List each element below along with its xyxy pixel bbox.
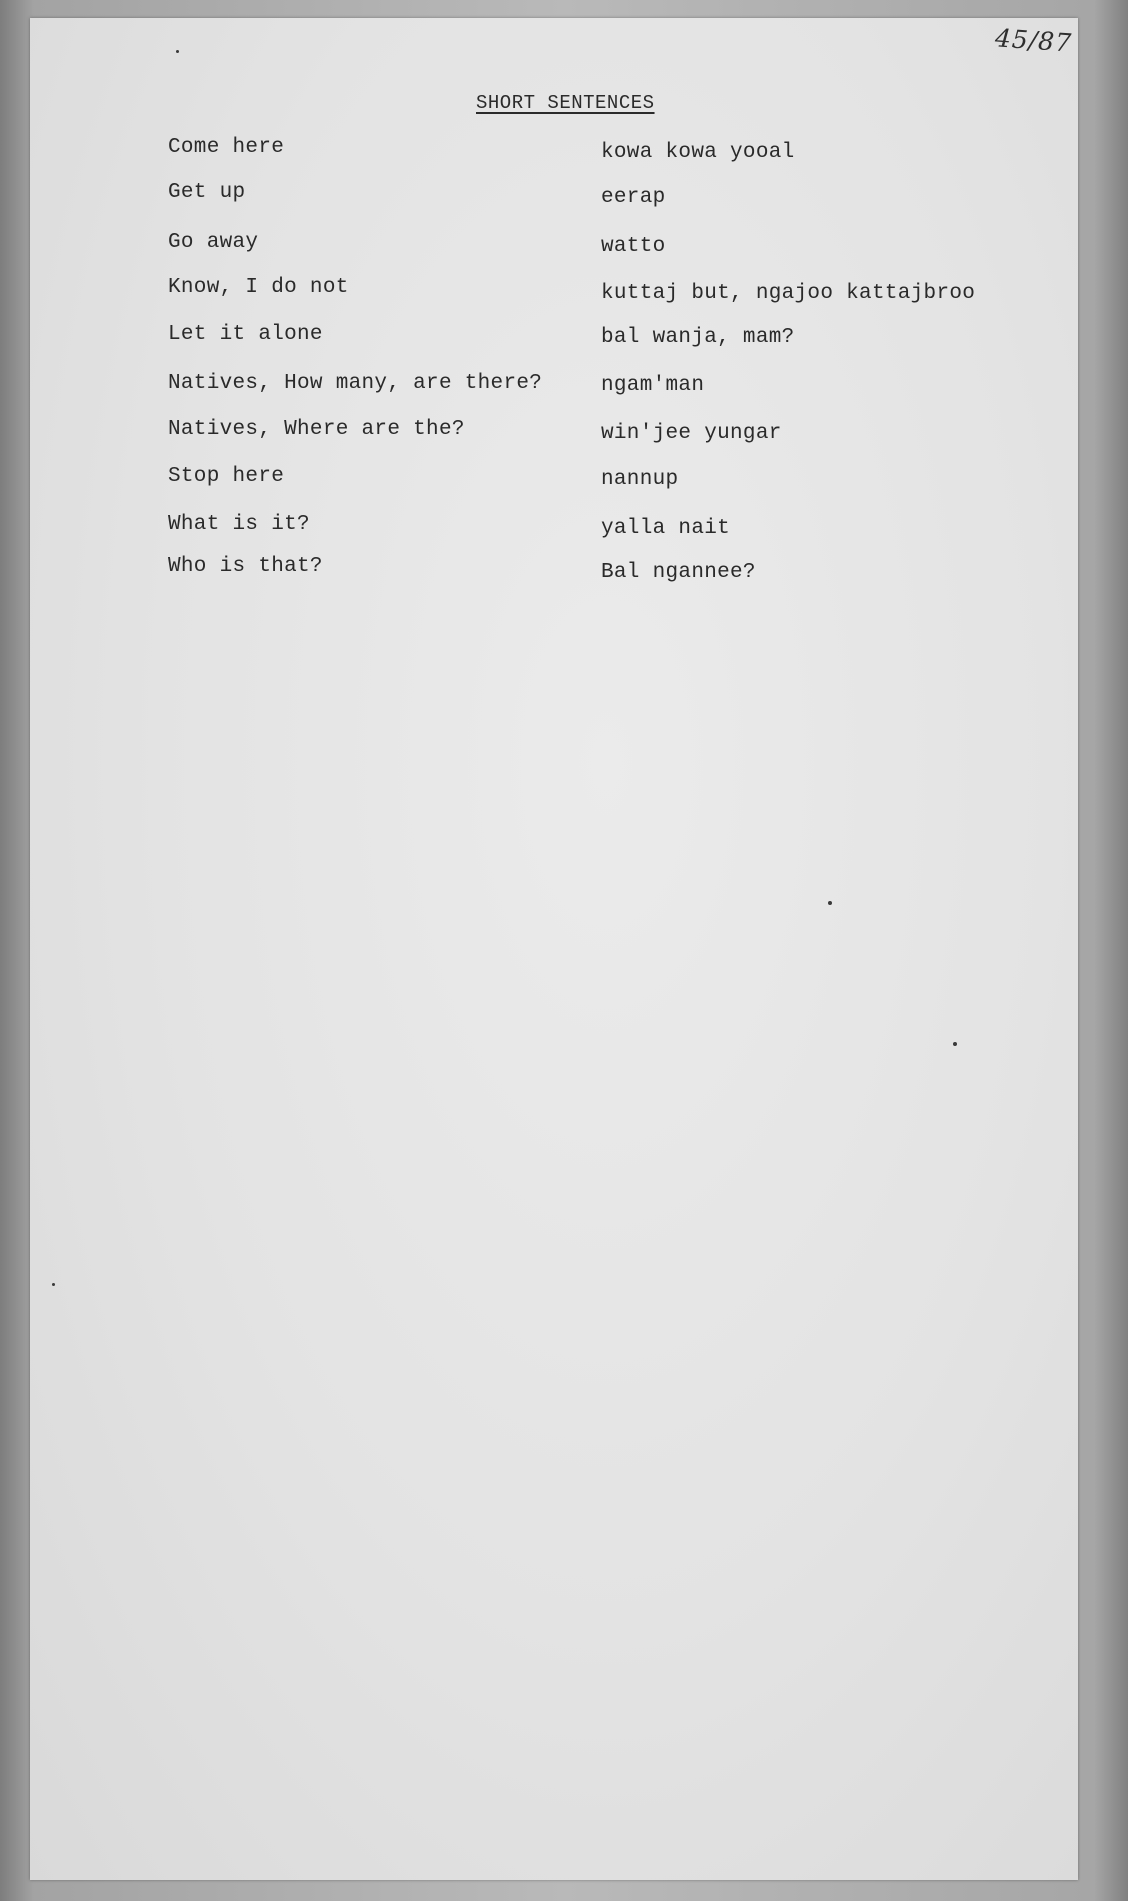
sentence-row [0, 555, 1128, 585]
paper-speck [953, 1042, 957, 1046]
folio-number: 45/87 [994, 23, 1073, 58]
paper-speck [828, 901, 832, 905]
sentence-row [0, 323, 1128, 353]
paper-speck [52, 1283, 55, 1286]
english-phrase: Let it alone [168, 323, 323, 346]
sentence-row [0, 276, 1128, 306]
english-phrase: Who is that? [168, 555, 323, 578]
sentence-row [0, 136, 1128, 166]
native-translation: kowa kowa yooal [601, 141, 795, 164]
english-phrase: Natives, How many, are there? [168, 372, 543, 395]
native-translation: yalla nait [601, 517, 731, 540]
sentence-row [0, 231, 1128, 261]
native-translation: kuttaj but, ngajoo kattajbroo [601, 282, 976, 305]
paper-speck [176, 50, 179, 53]
english-phrase: Natives, Where are the? [168, 418, 465, 441]
native-translation: ngam'man [601, 374, 705, 397]
page-title: SHORT SENTENCES [476, 92, 655, 114]
native-translation: bal wanja, mam? [601, 326, 795, 349]
sentence-row [0, 418, 1128, 448]
sentence-row [0, 513, 1128, 543]
english-phrase: Stop here [168, 465, 285, 488]
english-phrase: Come here [168, 136, 285, 159]
native-translation: watto [601, 235, 666, 258]
sentence-row [0, 372, 1128, 402]
english-phrase: Go away [168, 231, 259, 254]
sentence-row [0, 465, 1128, 495]
sentence-row [0, 181, 1128, 211]
native-translation: Bal ngannee? [601, 561, 756, 584]
native-translation: nannup [601, 468, 679, 491]
english-phrase: Get up [168, 181, 246, 204]
english-phrase: What is it? [168, 513, 310, 536]
english-phrase: Know, I do not [168, 276, 349, 299]
native-translation: win'jee yungar [601, 422, 782, 445]
native-translation: eerap [601, 186, 666, 209]
